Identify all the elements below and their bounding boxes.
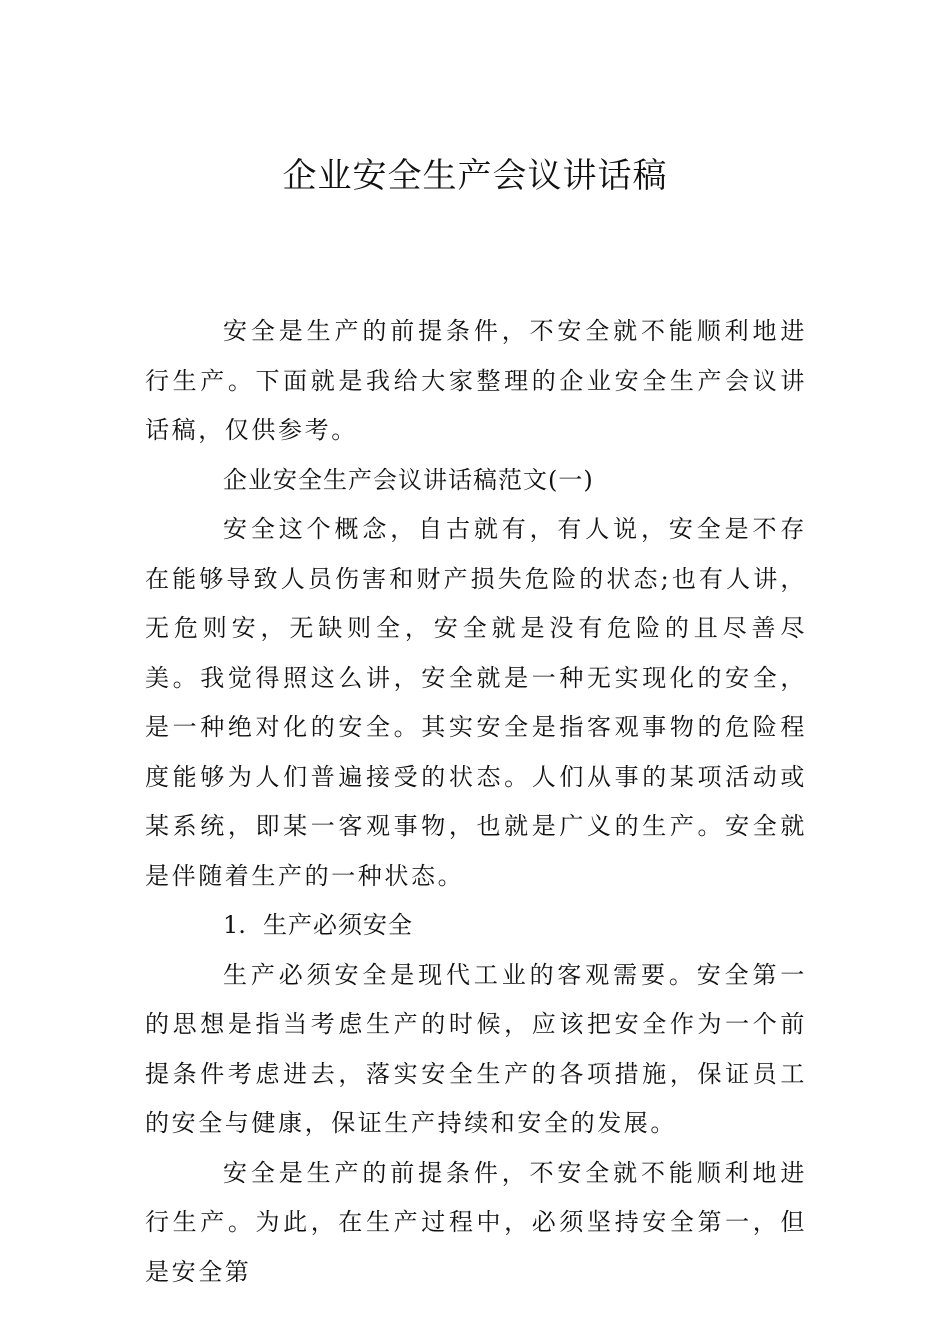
list-item-title: 生产必须安全 <box>263 911 413 939</box>
document-title: 企业安全生产会议讲话稿 <box>282 156 668 196</box>
list-item-1 <box>145 901 807 951</box>
section-heading: 企业安全生产会议讲话稿范文(一) <box>223 465 594 494</box>
list-item-number: 1. <box>223 911 246 939</box>
document-body <box>145 307 807 1297</box>
intro-paragraph: 安全是生产的前提条件，不安全就不能顺利地进行生产。下面就是我给大家整理的企业安全生产会议讲话稿，仅供参考。 <box>145 317 807 444</box>
paragraph-1: 安全这个概念，自古就有，有人说，安全是不存在能够导致人员伤害和财产损失危险的状态;也有人讲，无危则安，无缺则全，安全就是没有危险的且尽善尽美。我觉得照这么讲，安全就是一种无实现化的安全，是一种绝对化的安全。其实安全是指客观事物的危险程度能够为人们普遍接受的状态。人们从事的某项活动或某系统，即某一客观事物，也就是广义的生产。安全就是伴随着生产的一种状态。 <box>145 515 807 890</box>
paragraph-3: 安全是生产的前提条件，不安全就不能顺利地进行生产。为此，在生产过程中，必须坚持安全第一，但是安全第 <box>145 1158 807 1286</box>
paragraph-2: 生产必须安全是现代工业的客观需要。安全第一的思想是指当考虑生产的时候，应该把安全作为一个前提条件考虑进去，落实安全生产的各项措施，保证员工的安全与健康，保证生产持续和安全的发展。 <box>145 960 807 1137</box>
